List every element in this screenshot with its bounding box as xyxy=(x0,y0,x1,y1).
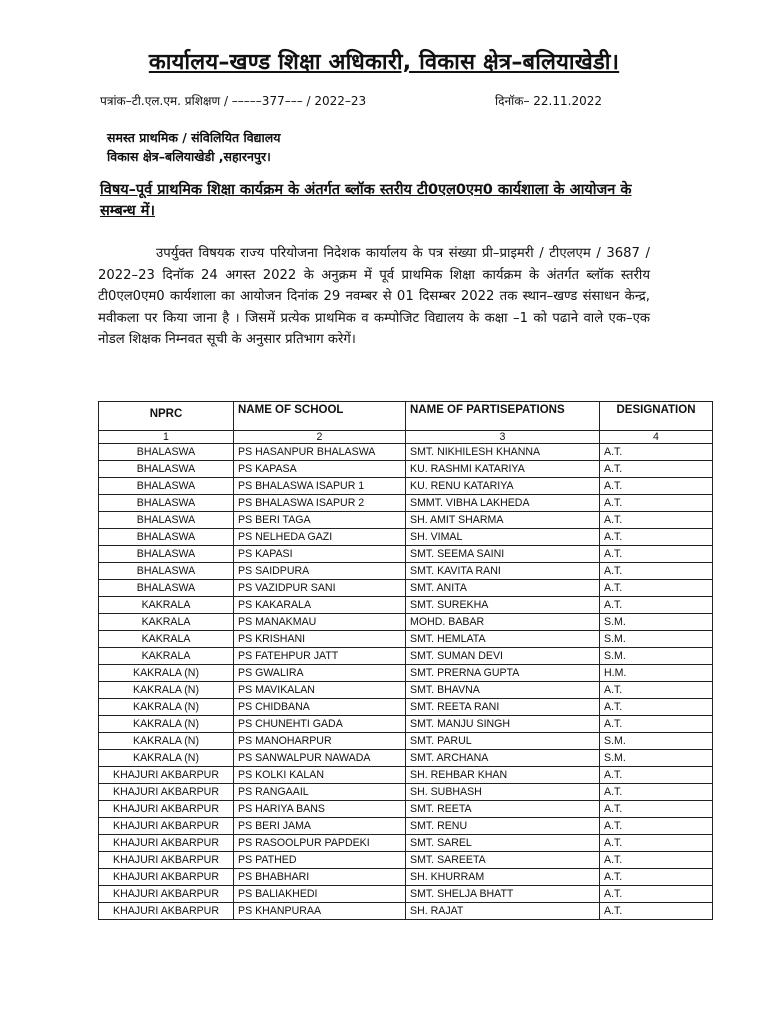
school-cell: PS MAVIKALAN xyxy=(234,682,406,699)
column-number-row xyxy=(99,431,713,444)
nprc-cell: KHAJURI AKBARPUR xyxy=(99,835,234,852)
header-nprc: NPRC xyxy=(99,402,234,431)
school-cell: PS VAZIDPUR SANI xyxy=(234,580,406,597)
school-cell: PS SANWALPUR NAWADA xyxy=(234,750,406,767)
school-cell: PS CHIDBANA xyxy=(234,699,406,716)
table-row xyxy=(99,767,713,784)
school-cell: PS KOLKI KALAN xyxy=(234,767,406,784)
school-cell: PS RANGAAIL xyxy=(234,784,406,801)
school-cell: PS MANAKMAU xyxy=(234,614,406,631)
designation-cell: S.M. xyxy=(600,648,713,665)
nprc-cell: KAKRALA xyxy=(99,631,234,648)
participant-cell: SH. VIMAL xyxy=(406,529,600,546)
school-cell: PS BHALASWA ISAPUR 2 xyxy=(234,495,406,512)
participant-cell: SMMT. VIBHA LAKHEDA xyxy=(406,495,600,512)
participant-cell: SH. AMIT SHARMA xyxy=(406,512,600,529)
table-row xyxy=(99,614,713,631)
header-school: NAME OF SCHOOL xyxy=(234,402,406,431)
school-cell: PS SAIDPURA xyxy=(234,563,406,580)
school-cell: PS MANOHARPUR xyxy=(234,733,406,750)
table-row xyxy=(99,529,713,546)
table-header-row xyxy=(99,402,713,431)
nprc-cell: KAKRALA xyxy=(99,597,234,614)
table-row xyxy=(99,512,713,529)
designation-cell: A.T. xyxy=(600,495,713,512)
designation-cell: A.T. xyxy=(600,767,713,784)
nprc-cell: KHAJURI AKBARPUR xyxy=(99,801,234,818)
designation-cell: A.T. xyxy=(600,478,713,495)
designation-cell: A.T. xyxy=(600,835,713,852)
table-row xyxy=(99,597,713,614)
designation-cell: A.T. xyxy=(600,716,713,733)
school-cell: PS KHANPURAA xyxy=(234,903,406,920)
table-row xyxy=(99,580,713,597)
recipient-address xyxy=(107,128,281,166)
participant-cell: SMT. BHAVNA xyxy=(406,682,600,699)
participant-cell: SH. KHURRAM xyxy=(406,869,600,886)
participant-cell: SMT. RENU xyxy=(406,818,600,835)
nprc-cell: KHAJURI AKBARPUR xyxy=(99,903,234,920)
school-cell: PS PATHED xyxy=(234,852,406,869)
table-row xyxy=(99,665,713,682)
school-cell: PS KRISHANI xyxy=(234,631,406,648)
designation-cell: S.M. xyxy=(600,733,713,750)
school-cell: PS KAPASA xyxy=(234,461,406,478)
table-row xyxy=(99,903,713,920)
school-cell: PS BERI TAGA xyxy=(234,512,406,529)
table-body xyxy=(99,444,713,920)
designation-cell: A.T. xyxy=(600,886,713,903)
designation-cell: A.T. xyxy=(600,529,713,546)
participant-cell: SMT. SAREL xyxy=(406,835,600,852)
nprc-cell: KHAJURI AKBARPUR xyxy=(99,869,234,886)
table-row xyxy=(99,444,713,461)
participant-cell: MOHD. BABAR xyxy=(406,614,600,631)
designation-cell: A.T. xyxy=(600,801,713,818)
participant-cell: SMT. REETA RANI xyxy=(406,699,600,716)
participant-cell: SMT. ANITA xyxy=(406,580,600,597)
participant-cell: SMT. ARCHANA xyxy=(406,750,600,767)
designation-cell: A.T. xyxy=(600,563,713,580)
nprc-cell: KHAJURI AKBARPUR xyxy=(99,784,234,801)
participant-cell: SMT. PARUL xyxy=(406,733,600,750)
nprc-cell: BHALASWA xyxy=(99,461,234,478)
nprc-cell: KAKRALA xyxy=(99,648,234,665)
table-row xyxy=(99,852,713,869)
nprc-cell: BHALASWA xyxy=(99,444,234,461)
table-row xyxy=(99,699,713,716)
designation-cell: A.T. xyxy=(600,512,713,529)
nprc-cell: KHAJURI AKBARPUR xyxy=(99,886,234,903)
nprc-cell: BHALASWA xyxy=(99,529,234,546)
participant-cell: SMT. HEMLATA xyxy=(406,631,600,648)
school-cell: PS BHABHARI xyxy=(234,869,406,886)
designation-cell: A.T. xyxy=(600,869,713,886)
school-cell: PS RASOOLPUR PAPDEKI xyxy=(234,835,406,852)
nprc-cell: BHALASWA xyxy=(99,546,234,563)
nprc-cell: KAKRALA (N) xyxy=(99,699,234,716)
address-line-2: विकास क्षेत्र–बलियाखेडी ,सहारनपुर। xyxy=(107,149,271,164)
school-cell: PS NELHEDA GAZI xyxy=(234,529,406,546)
participant-cell: SMT. MANJU SINGH xyxy=(406,716,600,733)
reference-number: पत्रांक–टी.एल.एम. प्रशिक्षण / –––––377––– / 2022–23 xyxy=(100,94,367,108)
letter-date: दिनॉक– 22.11.2022 xyxy=(495,94,602,108)
nprc-cell: KHAJURI AKBARPUR xyxy=(99,852,234,869)
designation-cell: A.T. xyxy=(600,580,713,597)
participant-cell: SMT. SAREETA xyxy=(406,852,600,869)
nprc-cell: KAKRALA (N) xyxy=(99,716,234,733)
designation-cell: A.T. xyxy=(600,461,713,478)
nprc-cell: KAKRALA (N) xyxy=(99,682,234,699)
school-cell: PS BALIAKHEDI xyxy=(234,886,406,903)
nprc-cell: KHAJURI AKBARPUR xyxy=(99,818,234,835)
table-row xyxy=(99,648,713,665)
table-row xyxy=(99,886,713,903)
column-number: 1 xyxy=(99,431,234,444)
nprc-cell: BHALASWA xyxy=(99,495,234,512)
school-cell: PS KAPASI xyxy=(234,546,406,563)
nprc-cell: BHALASWA xyxy=(99,580,234,597)
nprc-cell: KHAJURI AKBARPUR xyxy=(99,767,234,784)
table-row xyxy=(99,495,713,512)
participant-cell: SH. RAJAT xyxy=(406,903,600,920)
designation-cell: A.T. xyxy=(600,852,713,869)
participant-cell: SMT. SUMAN DEVI xyxy=(406,648,600,665)
designation-cell: A.T. xyxy=(600,682,713,699)
nprc-cell: KAKRALA xyxy=(99,614,234,631)
designation-cell: A.T. xyxy=(600,546,713,563)
participant-cell: SMT. SUREKHA xyxy=(406,597,600,614)
participants-table xyxy=(98,401,713,920)
table-row xyxy=(99,818,713,835)
table-row xyxy=(99,546,713,563)
designation-cell: H.M. xyxy=(600,665,713,682)
table-row xyxy=(99,750,713,767)
column-number: 2 xyxy=(234,431,406,444)
table-row xyxy=(99,733,713,750)
office-heading-text: कार्यालय–खण्ड शिक्षा अधिकारी, विकास क्षेत्र–बलियाखेडी। xyxy=(148,50,620,75)
subject-line: विषय–पूर्व प्राथमिक शिक्षा कार्यक्रम के अंतर्गत ब्लॉक स्तरीय टी0एल0एम0 कार्यशाला के आयोजन के सम्बन्ध में। xyxy=(100,182,632,219)
header-participant: NAME OF PARTISEPATIONS xyxy=(406,402,600,431)
participant-cell: SH. SUBHASH xyxy=(406,784,600,801)
column-number: 3 xyxy=(406,431,600,444)
designation-cell: A.T. xyxy=(600,903,713,920)
school-cell: PS CHUNEHTI GADA xyxy=(234,716,406,733)
nprc-cell: BHALASWA xyxy=(99,563,234,580)
school-cell: PS HARIYA BANS xyxy=(234,801,406,818)
column-number: 4 xyxy=(600,431,713,444)
school-cell: PS BHALASWA ISAPUR 1 xyxy=(234,478,406,495)
table-row xyxy=(99,631,713,648)
nprc-cell: BHALASWA xyxy=(99,512,234,529)
participant-cell: KU. RASHMI KATARIYA xyxy=(406,461,600,478)
participant-cell: SMT. SHELJA BHATT xyxy=(406,886,600,903)
participant-cell: SH. REHBAR KHAN xyxy=(406,767,600,784)
participant-cell: SMT. REETA xyxy=(406,801,600,818)
school-cell: PS HASANPUR BHALASWA xyxy=(234,444,406,461)
designation-cell: A.T. xyxy=(600,784,713,801)
school-cell: PS FATEHPUR JATT xyxy=(234,648,406,665)
designation-cell: S.M. xyxy=(600,631,713,648)
table-row xyxy=(99,461,713,478)
body-paragraph: उपर्युक्त विषयक राज्य परियोजना निदेशक कार्यालय के पत्र संख्या प्री–प्राइमरी / टीएलएम / 3687 / 2022–23 दिनॉक 24 अगस्त 2022 के अनुक्रम में पूर्व प्राथमिक शिक्षा कार्यक्रम के अंतर्गत ब्लॉक स्तरीय टी0एल0एम0 कार्यशाला का आयोजन दिनांक 29 नवम्बर से 01 दिसम्बर 2022 तक स्थान–खण्ड संसाधन केन्द्र, मवीकला पर किया जाना है । जिसमें प्रत्येक प्राथमिक व कम्पोजिट विद्यालय के कक्षा –1 को पढाने वाले एक–एक नोडल शिक्षक निम्नवत सूची के अनुसार प्रतिभाग करेगें। xyxy=(98,246,650,348)
table-row xyxy=(99,835,713,852)
school-cell: PS KAKARALA xyxy=(234,597,406,614)
table-row xyxy=(99,478,713,495)
school-cell: PS GWALIRA xyxy=(234,665,406,682)
table-row xyxy=(99,869,713,886)
designation-cell: A.T. xyxy=(600,699,713,716)
header-designation: DESIGNATION xyxy=(600,402,713,431)
school-cell: PS BERI JAMA xyxy=(234,818,406,835)
participant-cell: SMT. KAVITA RANI xyxy=(406,563,600,580)
office-heading xyxy=(0,46,768,76)
address-line-1: समस्त प्राथमिक / संविलियित विद्यालय xyxy=(107,130,281,145)
table-row xyxy=(99,682,713,699)
table-row xyxy=(99,563,713,580)
participant-cell: SMT. SEEMA SAINI xyxy=(406,546,600,563)
designation-cell: S.M. xyxy=(600,750,713,767)
table-row xyxy=(99,801,713,818)
nprc-cell: KAKRALA (N) xyxy=(99,733,234,750)
participant-cell: SMT. NIKHILESH KHANNA xyxy=(406,444,600,461)
participant-cell: KU. RENU KATARIYA xyxy=(406,478,600,495)
table-row xyxy=(99,716,713,733)
designation-cell: A.T. xyxy=(600,597,713,614)
designation-cell: A.T. xyxy=(600,444,713,461)
nprc-cell: BHALASWA xyxy=(99,478,234,495)
nprc-cell: KAKRALA (N) xyxy=(99,665,234,682)
designation-cell: S.M. xyxy=(600,614,713,631)
designation-cell: A.T. xyxy=(600,818,713,835)
table-row xyxy=(99,784,713,801)
nprc-cell: KAKRALA (N) xyxy=(99,750,234,767)
participant-cell: SMT. PRERNA GUPTA xyxy=(406,665,600,682)
